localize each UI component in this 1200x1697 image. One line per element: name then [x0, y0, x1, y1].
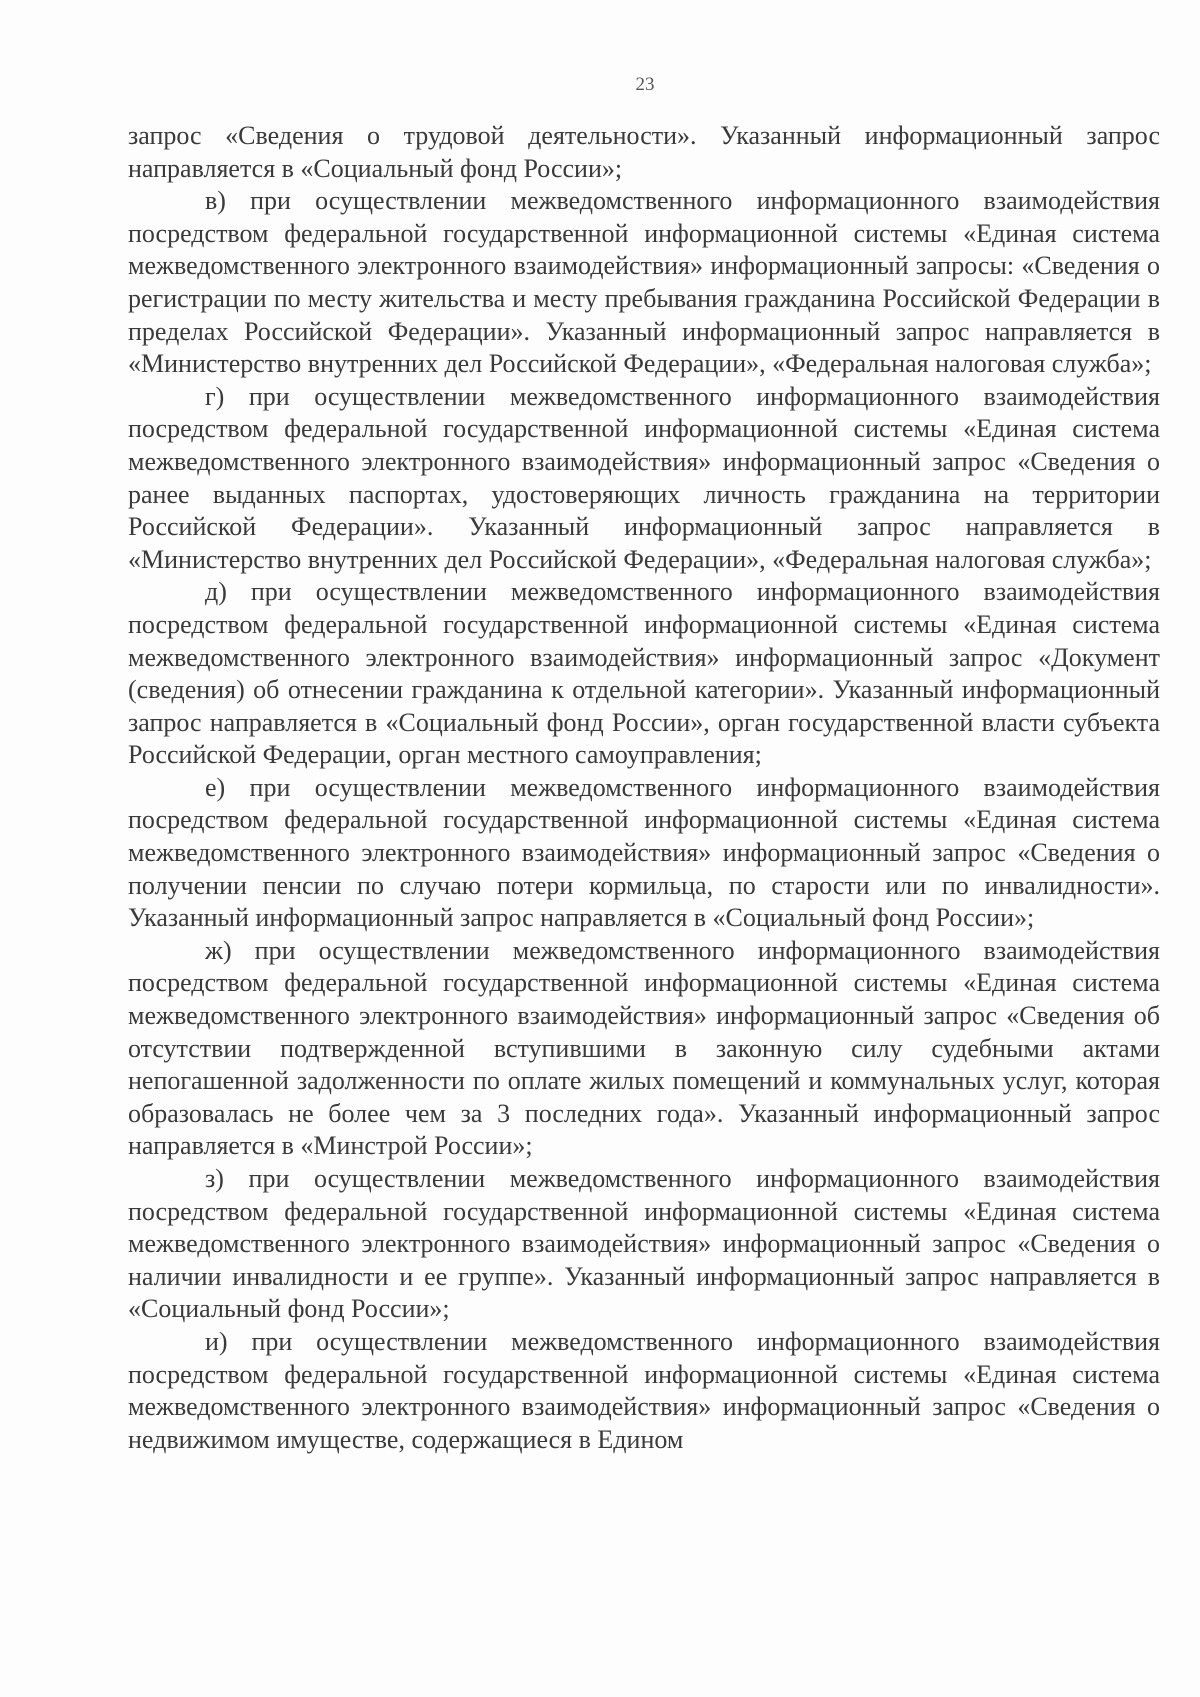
paragraph-continuation: запрос «Сведения о трудовой деятельности». Указанный информационный запрос направляется в «Социальный фонд России»;: [128, 121, 1160, 183]
paragraph-item-g: г) при осуществлении межведомственного информационного взаимодействия посредством федеральной государственной информационной системы «Единая система межведомственного электронного взаимодействия» информационный запрос «Сведения о ранее выданных паспортах, удостоверяющих личность гражданина на территории Российской Федерации». Указанный информационный запрос направляется в «Министерство внутренних дел Российской Федерации», «Федеральная налоговая служба»;: [128, 381, 1160, 574]
paragraph-item-v: в) при осуществлении межведомственного информационного взаимодействия посредством федеральной государственной информационной системы «Единая система межведомственного электронного взаимодействия» информационный запросы: «Сведения о регистрации по месту жительства и месту пребывания гражданина Российской Федерации в пределах Российской Федерации». Указанный информационный запрос направляется в «Министерство внутренних дел Российской Федерации», «Федеральная налоговая служба»;: [128, 186, 1160, 379]
paragraph-item-zh: ж) при осуществлении межведомственного информационного взаимодействия посредством федеральной государственной информационной системы «Единая система межведомственного электронного взаимодействия» информационный запрос «Сведения об отсутствии подтвержденной вступившими в законную силу судебными актами непогашенной задолженности по оплате жилых помещений и коммунальных услуг, которая образовалась не более чем за 3 последних года». Указанный информационный запрос направляется в «Минстрой России»;: [128, 935, 1160, 1161]
paragraph-item-i: и) при осуществлении межведомственного информационного взаимодействия посредством федеральной государственной информационной системы «Единая система межведомственного электронного взаимодействия» информационный запрос «Сведения о недвижимом имуществе, содержащиеся в Едином: [128, 1326, 1160, 1454]
paragraph-item-d: д) при осуществлении межведомственного информационного взаимодействия посредством федеральной государственной информационной системы «Единая система межведомственного электронного взаимодействия» информационный запрос «Документ (сведения) об отнесении гражданина к отдельной категории». Указанный информационный запрос направляется в «Социальный фонд России», орган государственной власти субъекта Российской Федерации, орган местного самоуправления;: [128, 577, 1160, 770]
paragraph-item-e: е) при осуществлении межведомственного информационного взаимодействия посредством федеральной государственной информационной системы «Единая система межведомственного электронного взаимодействия» информационный запрос «Сведения о получении пенсии по случаю потери кормильца, по старости или по инвалидности». Указанный информационный запрос направляется в «Социальный фонд России»;: [128, 772, 1160, 933]
document-body: [128, 120, 1160, 1456]
paragraph-item-z: з) при осуществлении межведомственного информационного взаимодействия посредством федеральной государственной информационной системы «Единая система межведомственного электронного взаимодействия» информационный запрос «Сведения о наличии инвалидности и ее группе». Указанный информационный запрос направляется в «Социальный фонд России»;: [128, 1164, 1160, 1324]
page-number: 23: [635, 74, 655, 95]
